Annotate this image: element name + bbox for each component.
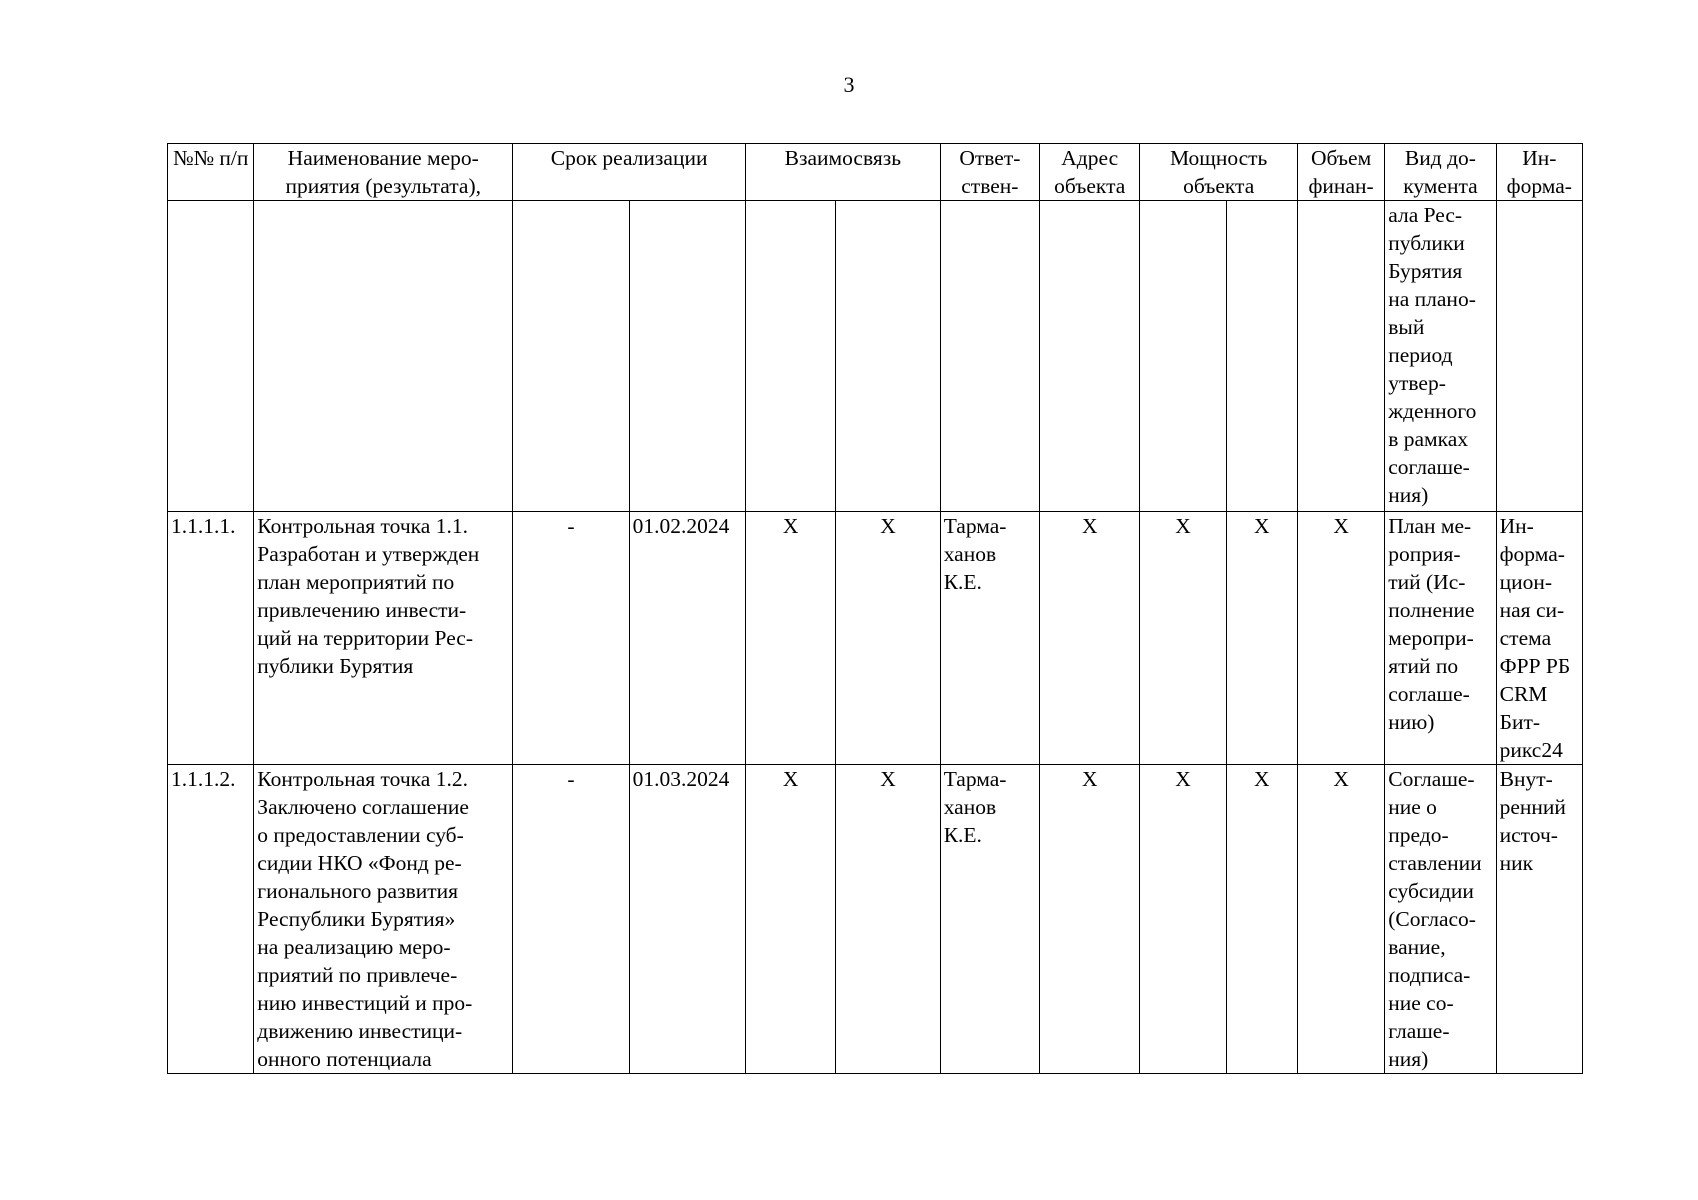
cell-empty — [1040, 201, 1140, 512]
header-responsible: Ответ- ствен- — [940, 144, 1039, 201]
header-name: Наименование меро- приятия (результата), — [254, 144, 513, 201]
cell-end: 01.03.2024 — [629, 765, 745, 1074]
cell-empty — [629, 201, 745, 512]
cell-empty — [746, 201, 836, 512]
cell-num: 1.1.1.1. — [168, 512, 254, 765]
cell-empty — [513, 201, 629, 512]
table-row — [168, 765, 1583, 1074]
cell-link-1: X — [746, 765, 836, 1074]
cell-info: Ин- форма- цион- ная си- стема ФРР РБ CRM Бит- рикс24 — [1496, 512, 1582, 765]
header-term: Срок реализации — [513, 144, 746, 201]
cell-empty — [168, 201, 254, 512]
cell-start: - — [513, 765, 629, 1074]
cell-start: - — [513, 512, 629, 765]
cell-empty — [940, 201, 1039, 512]
header-address: Адрес объекта — [1040, 144, 1140, 201]
header-num: №№ п/п — [168, 144, 254, 201]
cell-power-2: X — [1226, 765, 1297, 1074]
cell-name: Контрольная точка 1.1. Разработан и утвержден план мероприятий по привлечению инвести- ций на территории Рес- публики Бурятия — [254, 512, 513, 765]
table-row — [168, 512, 1583, 765]
table-row-continuation — [168, 201, 1583, 512]
cell-responsible: Тарма- ханов К.Е. — [940, 512, 1039, 765]
table-header-row — [168, 144, 1583, 201]
plan-table — [167, 143, 1583, 1074]
cell-document: Соглаше- ние о предо- ставлении субсидии (Согласо- вание, подписа- ние со- глаше- ния) — [1385, 765, 1496, 1074]
cell-address: X — [1040, 765, 1140, 1074]
cell-empty — [1297, 201, 1384, 512]
cell-responsible: Тарма- ханов К.Е. — [940, 765, 1039, 1074]
cell-end: 01.02.2024 — [629, 512, 745, 765]
cell-document: План ме- роприя- тий (Ис- полнение меропри- ятий по соглаше- нию) — [1385, 512, 1496, 765]
cell-power-2: X — [1226, 512, 1297, 765]
cell-empty — [1226, 201, 1297, 512]
cell-empty — [1496, 201, 1582, 512]
cell-power-1: X — [1140, 765, 1226, 1074]
cell-name: Контрольная точка 1.2. Заключено соглашение о предоставлении суб- сидии НКО «Фонд ре- гионального развития Республики Бурятия» на реализацию меро- приятий по привлече- нию инвестиций и про- движению инвестици- онного потенциала — [254, 765, 513, 1074]
cell-financing: X — [1297, 765, 1384, 1074]
cell-link-1: X — [746, 512, 836, 765]
cell-link-2: X — [836, 512, 940, 765]
page-number: 3 — [843, 72, 855, 97]
header-link: Взаимосвязь — [746, 144, 941, 201]
cell-info: Внут- ренний источ- ник — [1496, 765, 1582, 1074]
cell-address: X — [1040, 512, 1140, 765]
cell-document: ала Рес- публики Бурятия на плано- вый период утвер- жденного в рамках соглаше- ния) — [1385, 201, 1496, 512]
cell-empty — [836, 201, 940, 512]
cell-num: 1.1.1.2. — [168, 765, 254, 1074]
cell-empty — [1140, 201, 1226, 512]
header-info: Ин- форма- — [1496, 144, 1582, 201]
cell-empty — [254, 201, 513, 512]
header-financing: Объем финан- — [1297, 144, 1384, 201]
header-document: Вид до- кумента — [1385, 144, 1496, 201]
header-power: Мощность объекта — [1140, 144, 1298, 201]
cell-link-2: X — [836, 765, 940, 1074]
cell-financing: X — [1297, 512, 1384, 765]
cell-power-1: X — [1140, 512, 1226, 765]
